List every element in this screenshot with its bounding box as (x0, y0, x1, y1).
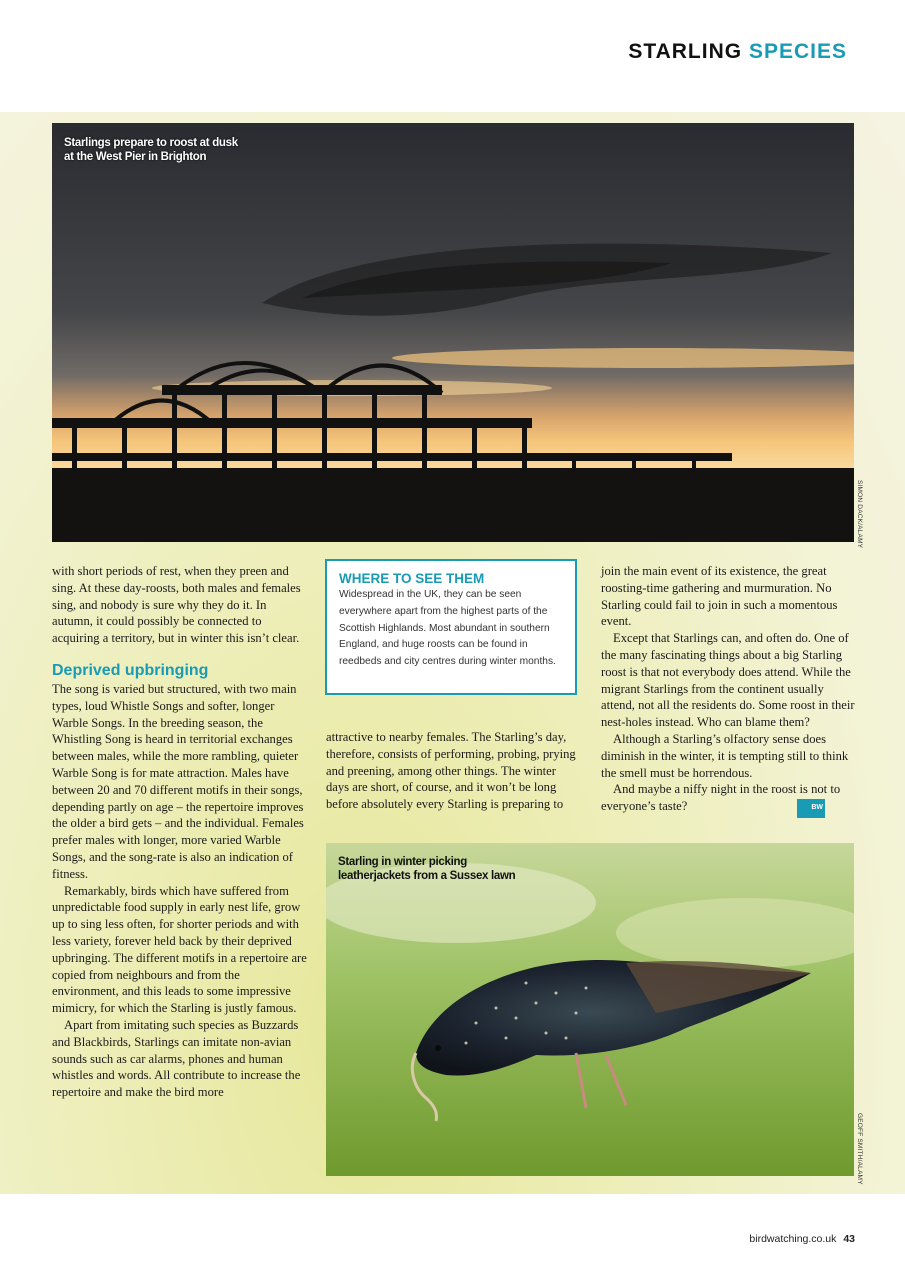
photo-credit: GEOFF SMITH/ALAMY (856, 1113, 863, 1185)
text-column-2 (326, 729, 582, 813)
starling-on-lawn-photo (326, 843, 854, 1176)
page-number: 43 (843, 1233, 855, 1245)
subheading: Deprived upbringing (52, 661, 209, 679)
body-paragraph: Although a Starling’s olfactory sense does diminish in the winter, it is tempting still to think the smell must be horrendous. (601, 731, 849, 780)
body-text: And maybe a niffy night in the roost is not to everyone’s taste? (601, 782, 841, 814)
end-mark-badge: BW (797, 799, 825, 818)
page-footer (749, 1233, 855, 1245)
header-word-species: SPECIES (748, 40, 847, 63)
body-paragraph: Except that Starlings can, and often do. One of the many fascinating things about a big Starling roost is that not everybody does attend. While the migrant Starlings from the continent usually attend, not all the residents do. Some roost in their nest-holes instead. Who can blame them? (601, 631, 855, 730)
section-header (628, 40, 847, 64)
photo-caption-pier (64, 136, 244, 164)
caption-line: leatherjackets from a Sussex lawn (338, 870, 516, 882)
body-paragraph: Remarkably, birds which have suffered from unpredictable food supply in early nest life, grow up to sing less often, for shorter periods and with less variety, forever held back by their deprived upbringing. The different motifs in a repertoire are copied from neighbours and from the environment, and this leads to some impressive mimicry, for which the Starling is justly famous. (52, 883, 307, 1016)
caption-line: Starlings prepare to roost at dusk (64, 137, 238, 149)
starling-murmuration-photo (52, 123, 854, 542)
body-paragraph-last (601, 781, 857, 818)
text-column-1 (52, 563, 308, 1101)
header-word-starling: STARLING (628, 40, 743, 63)
photo-credit: SIMON DACK/ALAMY (856, 480, 863, 549)
footer-website: birdwatching.co.uk (749, 1233, 837, 1245)
body-paragraph: Apart from imitating such species as Buzzards and Blackbirds, Starlings can imitate non-avian sounds such as car alarms, phones and human whistles and words. All contribute to increase the repertoire and make the bird more (52, 1017, 301, 1100)
caption-line: Starling in winter picking (338, 856, 467, 868)
where-to-see-them-box (325, 559, 577, 695)
text-column-3 (601, 563, 857, 818)
body-paragraph: The song is varied but structured, with two main types, loud Whistle Songs and softer, longer Warble Songs. In the breeding season, the Whistling Song is heard in territorial exchanges between males, while the more rambling, quieter Warble Song is for mate attraction. Males have between 20 and 70 different motifs in their songs, depending partly on age – the repertoire improves the older a bird gets – and the individual. Females prefer males with longer, more varied Warble Songs, and the song-rate is also an indication of fitness. (52, 681, 304, 881)
box-title: WHERE TO SEE THEM (339, 571, 485, 586)
body-paragraph: join the main event of its existence, the great roosting-time gathering and murmuration. No Starling could fail to join in such a momentous event. (601, 564, 838, 629)
caption-line: at the West Pier in Brighton (64, 151, 207, 163)
photo-caption-lawn (338, 855, 528, 883)
box-body: Widespread in the UK, they can be seen everywhere apart from the highest parts of the Scottish Highlands. Most abundant in southern England, and huge roosts can be found in reedbeds and city centres during winter months. (339, 589, 556, 668)
body-paragraph: with short periods of rest, when they preen and sing. At these day-roosts, both males and females sing, and nobody is sure why they do it. In autumn, it could possibly be connected to acquiring a territory, but in winter this isn’t clear. (52, 564, 301, 646)
body-paragraph: attractive to nearby females. The Starling’s day, therefore, consists of performing, probing, prying and preening, among other things. The winter days are short, of course, and it won’t be long before absolutely every Starling is preparing to (326, 730, 576, 812)
